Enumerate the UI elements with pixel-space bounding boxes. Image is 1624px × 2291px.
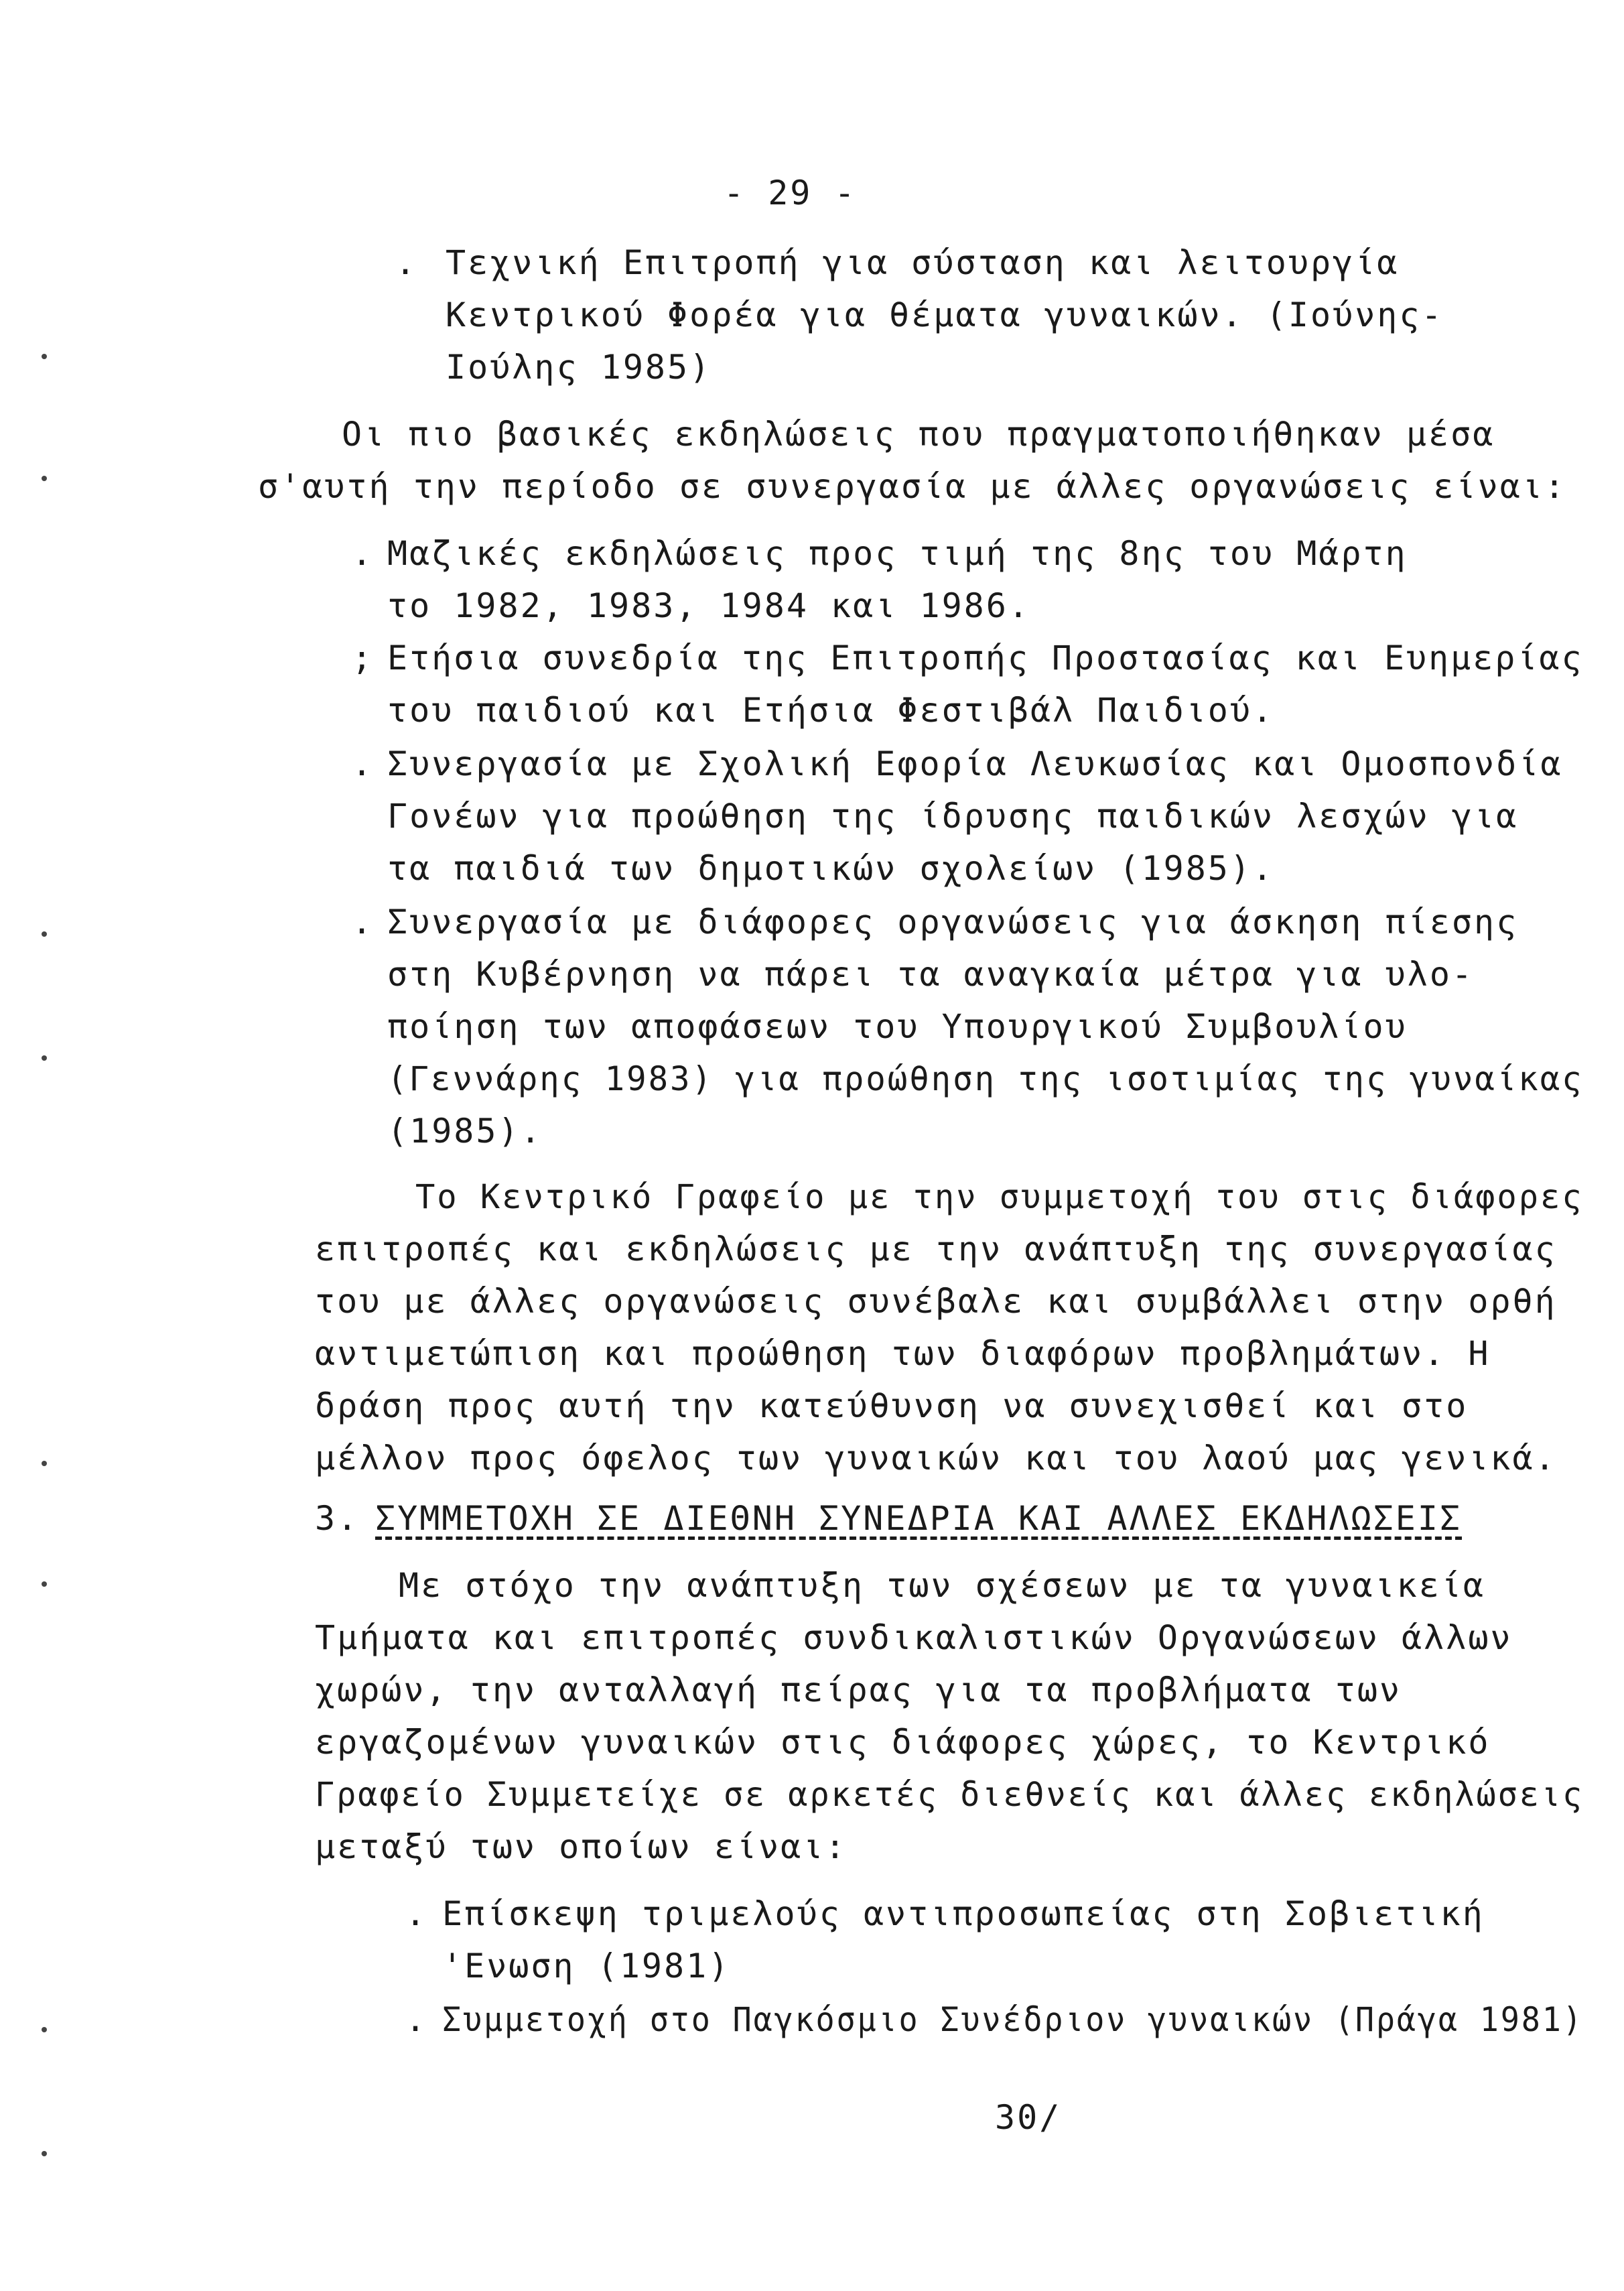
scan-speck (42, 1581, 47, 1587)
section-number: 3. (315, 1499, 360, 1538)
paragraph-line: δράση προς αυτή την κατεύθυνση να συνεχισθεί και στο (315, 1386, 1469, 1425)
list-item-line: Επίσκεψη τριμελούς αντιπροσωπείας στη Σοβιετική (442, 1894, 1485, 1933)
bullet-marker: . (395, 243, 416, 282)
scan-speck (42, 931, 47, 937)
list-item-line: Συνεργασία με διάφορες οργανώσεις για άσκηση πίεσης (387, 903, 1519, 941)
list-item-line: Γονέων για προώθηση της ίδρυσης παιδικών λεσχών για (387, 797, 1519, 836)
list-item-line: Κεντρικού Φορέα για θέματα γυναικών. (Ιούνης- (446, 296, 1444, 334)
page-number: - 29 - (724, 174, 857, 212)
paragraph-line: εργαζομένων γυναικών στις διάφορες χώρες, το Κεντρικό (315, 1723, 1491, 1762)
paragraph-line: Με στόχο την ανάπτυξη των σχέσεων με τα γυναικεία (399, 1566, 1486, 1605)
paragraph-line: σ'αυτή την περίοδο σε συνεργασία με άλλες οργανώσεις είναι: (258, 467, 1567, 506)
bullet-marker: ; (352, 639, 373, 677)
bullet-marker: . (405, 2000, 426, 2039)
scan-speck (42, 476, 47, 481)
paragraph-line: Το Κεντρικό Γραφείο με την συμμετοχή του στις διάφορες (415, 1177, 1584, 1216)
bullet-marker: . (405, 1894, 426, 1933)
scan-speck (42, 354, 47, 359)
paragraph-line: επιτροπές και εκδηλώσεις με την ανάπτυξη της συνεργασίας (315, 1230, 1557, 1268)
paragraph-line: μέλλον προς όφελος των γυναικών και του λαού μας γενικά. (315, 1439, 1557, 1478)
list-item-line: ποίηση των αποφάσεων του Υπουργικού Συμβουλίου (387, 1007, 1408, 1046)
list-item-line: Τεχνική Επιτροπή για σύσταση και λειτουργία (446, 243, 1400, 282)
list-item-line: Μαζικές εκδηλώσεις προς τιμή της 8ης του Μάρτη (387, 534, 1408, 573)
list-item-line: το 1982, 1983, 1984 και 1986. (387, 586, 1030, 625)
scan-speck (42, 1055, 47, 1061)
continuation-marker: 30/ (995, 2098, 1062, 2137)
list-item-line: Ιούλης 1985) (446, 348, 712, 387)
list-item-line: του παιδιού και Ετήσια Φεστιβάλ Παιδιού. (387, 691, 1275, 730)
list-item-line: Ετήσια συνεδρία της Επιτροπής Προστασίας και Ευημερίας (387, 639, 1584, 677)
paragraph-line: χωρών, την ανταλλαγή πείρας για τα προβλήματα των (315, 1671, 1402, 1709)
list-item-line: (1985). (387, 1112, 543, 1151)
paragraph-line: Γραφείο Συμμετείχε σε αρκετές διεθνείς και άλλες εκδηλώσεις (315, 1775, 1584, 1814)
section-heading: ΣΥΜΜΕΤΟΧΗ ΣΕ ΔΙΕΘΝΗ ΣΥΝΕΔΡΙΑ ΚΑΙ ΑΛΛΕΣ ΕΚΔΗΛΩΣΕΙΣ (375, 1499, 1463, 1538)
bullet-marker: . (352, 903, 373, 941)
paragraph-line: του με άλλες οργανώσεις συνέβαλε και συμβάλλει στην ορθή (315, 1282, 1557, 1321)
list-item-line: Συνεργασία με Σχολική Εφορία Λευκωσίας και Ομοσπονδία (387, 744, 1563, 783)
paragraph-line: Τμήματα και επιτροπές συνδικαλιστικών Οργανώσεων άλλων (315, 1618, 1513, 1657)
paragraph-line: Οι πιο βασικές εκδηλώσεις που πραγματοποιήθηκαν μέσα (342, 415, 1495, 454)
paragraph-line: αντιμετώπιση και προώθηση των διαφόρων προβλημάτων. Η (315, 1334, 1491, 1373)
list-item-line: (Γεννάρης 1983) για προώθηση της ισοτιμίας της γυναίκας (387, 1059, 1584, 1098)
list-item-line: 'Ενωση (1981) (442, 1947, 731, 1985)
bullet-marker: . (352, 534, 373, 573)
scan-speck (42, 2027, 47, 2032)
list-item-line: στη Κυβέρνηση να πάρει τα αναγκαία μέτρα για υλο- (387, 955, 1475, 994)
list-item-line: Συμμετοχή στο Παγκόσμιο Συνέδριον γυναικών (Πράγα 1981) (442, 2000, 1584, 2039)
bullet-marker: . (352, 744, 373, 783)
list-item-line: τα παιδιά των δημοτικών σχολείων (1985). (387, 849, 1275, 888)
scan-speck (42, 2151, 47, 2156)
paragraph-line: μεταξύ των οποίων είναι: (315, 1827, 848, 1866)
scan-speck (42, 1461, 47, 1466)
